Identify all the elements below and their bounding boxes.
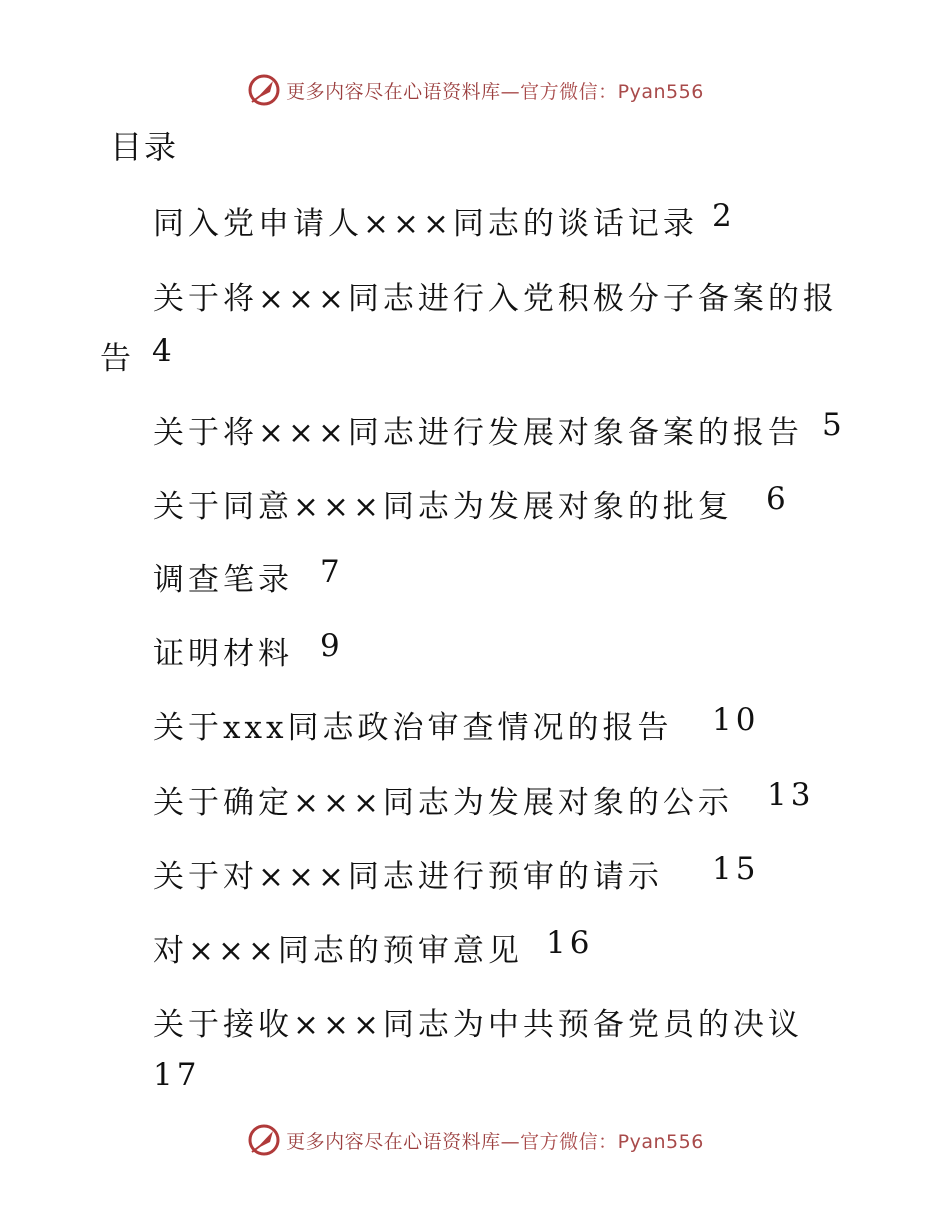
toc-title: 目录 bbox=[110, 128, 179, 166]
toc-entry-page: 10 bbox=[712, 702, 760, 738]
toc-entry-page: 4 bbox=[152, 333, 176, 369]
toc-entry-text: 调查笔录 bbox=[153, 562, 293, 598]
toc-entry-page: 16 bbox=[546, 925, 594, 961]
toc-entry-page: 15 bbox=[712, 851, 760, 887]
banner-site-text: 更多内容尽在心语资料库 bbox=[286, 1130, 501, 1153]
toc-entry-text: 证明材料 bbox=[153, 636, 293, 672]
toc-entry-text: 关于将×××同志进行入党积极分子备案的报 bbox=[153, 281, 838, 317]
quill-logo-icon bbox=[246, 72, 282, 108]
toc-entry-page: 9 bbox=[320, 628, 344, 664]
toc-entry-text: 关于对×××同志进行预审的请示 bbox=[153, 859, 663, 895]
toc-entry-page: 13 bbox=[767, 777, 815, 813]
toc-entry-page: 5 bbox=[822, 407, 846, 443]
toc-entry-page: 2 bbox=[712, 198, 736, 234]
header-banner bbox=[0, 70, 950, 110]
toc-entry-text: 同入党申请人×××同志的谈话记录 bbox=[153, 206, 698, 242]
toc-entry-page: 17 bbox=[153, 1057, 201, 1093]
banner-contact-text: —官方微信：Pyan556 bbox=[500, 1130, 704, 1153]
toc-entry-text: 关于xxx同志政治审查情况的报告 bbox=[153, 710, 673, 746]
quill-logo-icon bbox=[246, 1122, 282, 1158]
footer-banner bbox=[0, 1120, 950, 1160]
banner-contact-text: —官方微信：Pyan556 bbox=[500, 80, 704, 103]
toc-entry-text: 关于确定×××同志为发展对象的公示 bbox=[153, 785, 733, 821]
toc-entry-page: 7 bbox=[320, 554, 344, 590]
toc-entry-text: 关于接收×××同志为中共预备党员的决议 bbox=[153, 1007, 803, 1043]
toc-entry-text: 对×××同志的预审意见 bbox=[153, 933, 523, 969]
toc-entry-text: 关于同意×××同志为发展对象的批复 bbox=[153, 489, 733, 525]
toc-entry-text-continued: 告 bbox=[100, 341, 135, 377]
banner-site-text: 更多内容尽在心语资料库 bbox=[286, 80, 501, 103]
toc-entry-text: 关于将×××同志进行发展对象备案的报告 bbox=[153, 415, 803, 451]
toc-entry-page: 6 bbox=[766, 481, 790, 517]
